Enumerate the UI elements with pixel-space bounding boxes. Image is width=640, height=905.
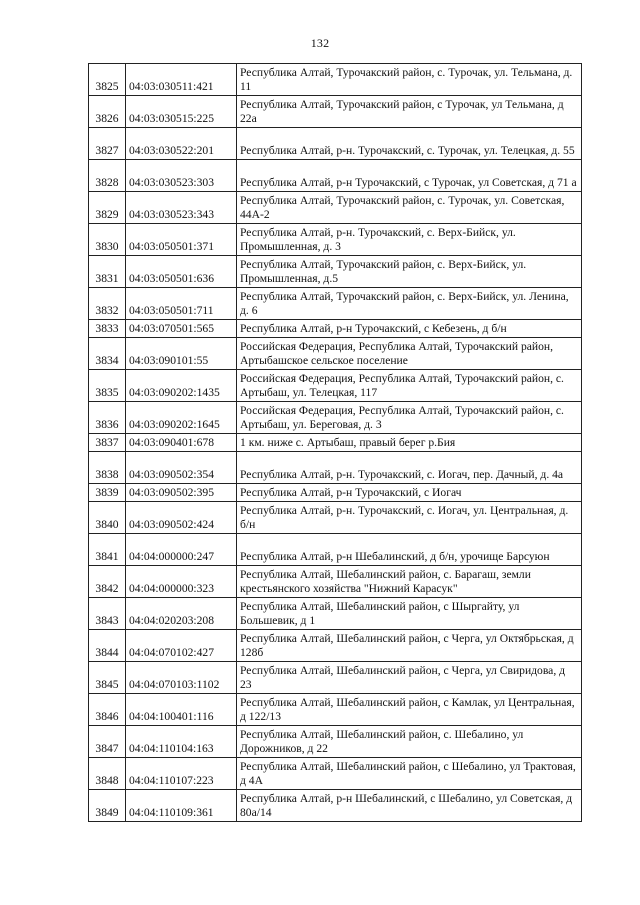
row-number-cell: 3827 (89, 128, 126, 160)
cadastral-number-cell: 04:04:000000:323 (126, 566, 237, 598)
table-row (89, 320, 582, 338)
row-number-cell: 3835 (89, 370, 126, 402)
table-row (89, 64, 582, 96)
cadastral-number-cell: 04:03:070501:565 (126, 320, 237, 338)
address-cell: Республика Алтай, Шебалинский район, с Камлак, ул Центральная, д 122/13 (237, 694, 582, 726)
address-cell: Республика Алтай, Турочакский район, с. Верх-Бийск, ул. Промышленная, д.5 (237, 256, 582, 288)
registry-table-body (89, 64, 582, 822)
address-cell: Республика Алтай, р-н. Турочакский, с. Иогач, пер. Дачный, д. 4а (237, 452, 582, 484)
row-number-cell: 3847 (89, 726, 126, 758)
cadastral-number-cell: 04:03:090502:424 (126, 502, 237, 534)
cadastral-number-cell: 04:04:020203:208 (126, 598, 237, 630)
row-number-cell: 3831 (89, 256, 126, 288)
table-row (89, 192, 582, 224)
registry-table (88, 63, 582, 822)
cadastral-number-cell: 04:03:090502:354 (126, 452, 237, 484)
table-row (89, 502, 582, 534)
table-row (89, 338, 582, 370)
table-row (89, 256, 582, 288)
cadastral-number-cell: 04:04:070102:427 (126, 630, 237, 662)
table-row (89, 534, 582, 566)
row-number-cell: 3836 (89, 402, 126, 434)
address-cell: 1 км. ниже с. Артыбаш, правый берег р.Бия (237, 434, 582, 452)
address-cell: Республика Алтай, р-н Шебалинский, д б/н, урочище Барсуюн (237, 534, 582, 566)
row-number-cell: 3833 (89, 320, 126, 338)
row-number-cell: 3842 (89, 566, 126, 598)
row-number-cell: 3848 (89, 758, 126, 790)
table-row (89, 452, 582, 484)
cadastral-number-cell: 04:03:090202:1435 (126, 370, 237, 402)
table-row (89, 128, 582, 160)
row-number-cell: 3841 (89, 534, 126, 566)
cadastral-number-cell: 04:04:110104:163 (126, 726, 237, 758)
cadastral-number-cell: 04:03:050501:371 (126, 224, 237, 256)
address-cell: Российская Федерация, Республика Алтай, Турочакский район, с. Артыбаш, ул. Береговая, д. 3 (237, 402, 582, 434)
table-row (89, 434, 582, 452)
row-number-cell: 3846 (89, 694, 126, 726)
cadastral-number-cell: 04:04:110109:361 (126, 790, 237, 822)
table-row (89, 370, 582, 402)
address-cell: Республика Алтай, р-н Турочакский, с Кебезень, д б/н (237, 320, 582, 338)
address-cell: Республика Алтай, Шебалинский район, с Шыргайту, ул Большевик, д 1 (237, 598, 582, 630)
address-cell: Республика Алтай, р-н Шебалинский, с Шебалино, ул Советская, д 80а/14 (237, 790, 582, 822)
table-row (89, 160, 582, 192)
row-number-cell: 3828 (89, 160, 126, 192)
cadastral-number-cell: 04:03:090101:55 (126, 338, 237, 370)
address-cell: Республика Алтай, Турочакский район, с. Турочак, ул. Тельмана, д. 11 (237, 64, 582, 96)
table-row (89, 790, 582, 822)
row-number-cell: 3825 (89, 64, 126, 96)
row-number-cell: 3830 (89, 224, 126, 256)
row-number-cell: 3839 (89, 484, 126, 502)
cadastral-number-cell: 04:03:090502:395 (126, 484, 237, 502)
table-row (89, 726, 582, 758)
row-number-cell: 3837 (89, 434, 126, 452)
row-number-cell: 3840 (89, 502, 126, 534)
row-number-cell: 3826 (89, 96, 126, 128)
address-cell: Республика Алтай, Турочакский район, с Турочак, ул Тельмана, д 22а (237, 96, 582, 128)
table-row (89, 288, 582, 320)
row-number-cell: 3844 (89, 630, 126, 662)
row-number-cell: 3849 (89, 790, 126, 822)
cadastral-number-cell: 04:03:030523:303 (126, 160, 237, 192)
cadastral-number-cell: 04:04:100401:116 (126, 694, 237, 726)
address-cell: Республика Алтай, р-н Турочакский, с Турочак, ул Советская, д 71 а (237, 160, 582, 192)
address-cell: Республика Алтай, Турочакский район, с. Турочак, ул. Советская, 44А-2 (237, 192, 582, 224)
cadastral-number-cell: 04:03:090202:1645 (126, 402, 237, 434)
cadastral-number-cell: 04:03:030523:343 (126, 192, 237, 224)
table-row (89, 566, 582, 598)
row-number-cell: 3829 (89, 192, 126, 224)
table-row (89, 694, 582, 726)
table-row (89, 662, 582, 694)
cadastral-number-cell: 04:04:070103:1102 (126, 662, 237, 694)
cadastral-number-cell: 04:03:090401:678 (126, 434, 237, 452)
address-cell: Республика Алтай, Шебалинский район, с Черга, ул Октябрьская, д 128б (237, 630, 582, 662)
row-number-cell: 3832 (89, 288, 126, 320)
row-number-cell: 3838 (89, 452, 126, 484)
address-cell: Республика Алтай, р-н. Турочакский, с. Иогач, ул. Центральная, д. б/н (237, 502, 582, 534)
address-cell: Республика Алтай, р-н Турочакский, с Иогач (237, 484, 582, 502)
address-cell: Российская Федерация, Республика Алтай, Турочакский район, с. Артыбаш, ул. Телецкая, 117 (237, 370, 582, 402)
cadastral-number-cell: 04:04:110107:223 (126, 758, 237, 790)
cadastral-number-cell: 04:03:030511:421 (126, 64, 237, 96)
address-cell: Республика Алтай, р-н. Турочакский, с. Верх-Бийск, ул. Промышленная, д. 3 (237, 224, 582, 256)
cadastral-number-cell: 04:03:050501:711 (126, 288, 237, 320)
row-number-cell: 3834 (89, 338, 126, 370)
cadastral-number-cell: 04:03:030515:225 (126, 96, 237, 128)
address-cell: Республика Алтай, Турочакский район, с. Верх-Бийск, ул. Ленина, д. 6 (237, 288, 582, 320)
address-cell: Российская Федерация, Республика Алтай, Турочакский район, Артыбашское сельское поселение (237, 338, 582, 370)
row-number-cell: 3845 (89, 662, 126, 694)
address-cell: Республика Алтай, Шебалинский район, с. Шебалино, ул Дорожников, д 22 (237, 726, 582, 758)
cadastral-number-cell: 04:03:050501:636 (126, 256, 237, 288)
address-cell: Республика Алтай, Шебалинский район, с Шебалино, ул Трактовая, д 4А (237, 758, 582, 790)
cadastral-number-cell: 04:03:030522:201 (126, 128, 237, 160)
table-row (89, 402, 582, 434)
row-number-cell: 3843 (89, 598, 126, 630)
address-cell: Республика Алтай, Шебалинский район, с. Барагаш, земли крестьянского хозяйства "Нижний Карасук" (237, 566, 582, 598)
table-row (89, 630, 582, 662)
cadastral-number-cell: 04:04:000000:247 (126, 534, 237, 566)
table-row (89, 758, 582, 790)
table-row (89, 96, 582, 128)
page-number: 132 (310, 36, 330, 50)
address-cell: Республика Алтай, р-н. Турочакский, с. Турочак, ул. Телецкая, д. 55 (237, 128, 582, 160)
table-row (89, 224, 582, 256)
table-row (89, 484, 582, 502)
table-row (89, 598, 582, 630)
address-cell: Республика Алтай, Шебалинский район, с Черга, ул Свиридова, д 23 (237, 662, 582, 694)
